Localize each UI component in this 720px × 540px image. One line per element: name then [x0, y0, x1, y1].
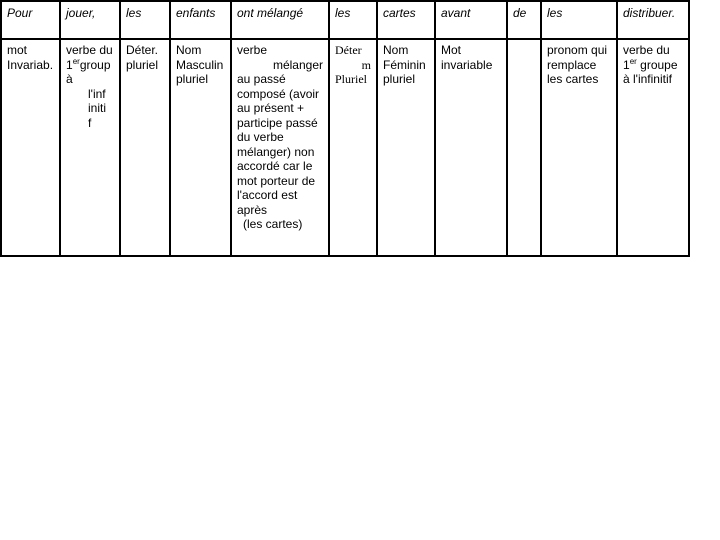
analysis-jouer-line-5: initi: [88, 101, 107, 115]
header-cell-enfants: enfants: [170, 1, 231, 39]
analysis-cell-cartes: Nom Féminin pluriel: [377, 39, 435, 256]
header-row: [1, 1, 689, 39]
analysis-les2-line-1: Déter: [335, 43, 362, 57]
header-cell-ont-melange: ont mélangé: [231, 1, 329, 39]
analysis-row: [1, 39, 689, 256]
analysis-cell-pour: mot Invariab.: [1, 39, 60, 256]
header-cell-cartes: cartes: [377, 1, 435, 39]
analysis-jouer-line-1: verbe du: [66, 43, 113, 57]
header-cell-les-3: les: [541, 1, 617, 39]
analysis-cell-distribuer: [617, 39, 689, 256]
analysis-cell-de: [507, 39, 541, 256]
analysis-cell-les-1: Déter. pluriel: [120, 39, 170, 256]
header-cell-les-1: les: [120, 1, 170, 39]
header-cell-de: de: [507, 1, 541, 39]
header-cell-les-2: les: [329, 1, 377, 39]
analysis-distribuer-num: 1: [623, 57, 630, 72]
analysis-distribuer-line-2: [623, 58, 683, 73]
grammar-analysis-table: [0, 0, 690, 257]
analysis-cell-jouer: [60, 39, 120, 256]
analysis-melange-last: (les cartes): [243, 217, 303, 231]
analysis-cell-les-2: [329, 39, 377, 256]
analysis-melange-line-1: verbe: [237, 43, 268, 57]
analysis-jouer-line-3: à: [66, 72, 73, 86]
analysis-distribuer-line-3: à l'infinitif: [623, 72, 672, 86]
analysis-cell-ont-melange: [231, 39, 329, 256]
analysis-distribuer-group: groupe: [636, 57, 678, 72]
analysis-jouer-line-2: [66, 58, 114, 73]
analysis-jouer-line-4: l'inf: [88, 86, 106, 101]
grammar-analysis-table-wrapper: [0, 0, 690, 257]
analysis-distribuer-sup: er: [629, 56, 637, 66]
analysis-distribuer-line-1: verbe du: [623, 43, 670, 57]
analysis-jouer-num: 1: [66, 57, 73, 72]
analysis-jouer-group: group: [79, 57, 111, 72]
analysis-melange-line-2: mélanger: [272, 57, 323, 72]
analysis-les2-line-3: Pluriel: [335, 72, 367, 86]
analysis-jouer-sup: er: [72, 56, 80, 66]
header-cell-jouer: jouer,: [60, 1, 120, 39]
analysis-melange-body: au passé composé (avoir au présent + participe passé du verbe mélanger) non accordé car le mot porteur de l'accord est après: [237, 72, 320, 217]
header-cell-pour: Pour: [1, 1, 60, 39]
analysis-cell-enfants: Nom Masculin pluriel: [170, 39, 231, 256]
header-cell-avant: avant: [435, 1, 507, 39]
analysis-cell-avant: Mot invariable: [435, 39, 507, 256]
analysis-les2-line-2: m: [361, 57, 371, 72]
header-cell-distribuer: distribuer.: [617, 1, 689, 39]
analysis-cell-les-3: pronom qui remplace les cartes: [541, 39, 617, 256]
analysis-jouer-line-6: f: [88, 115, 92, 130]
